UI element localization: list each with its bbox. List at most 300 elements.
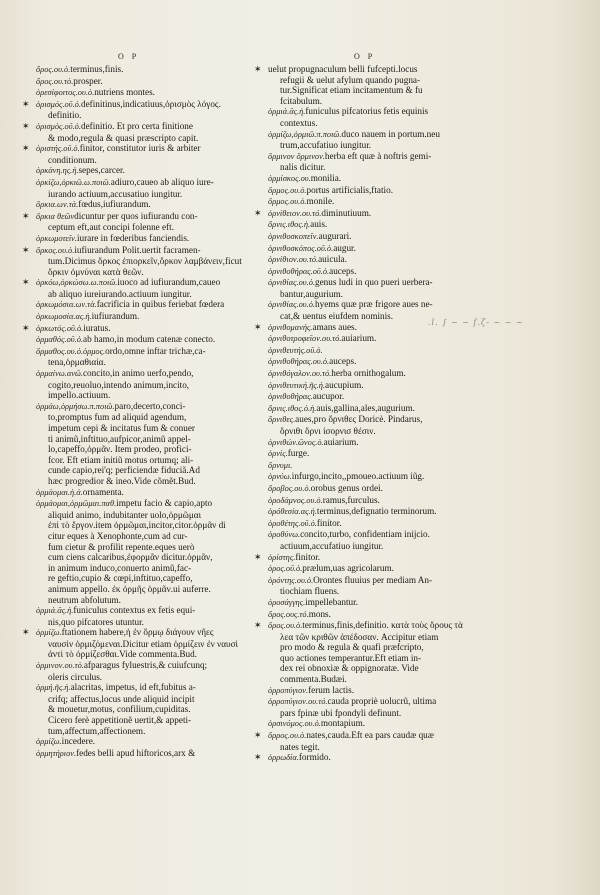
latin-definition: aues,pro ὄρνιθες Doricè. Pindarus,	[295, 414, 423, 425]
latin-definition: amans aues.	[312, 321, 357, 332]
greek-headword: ὅρος.ου.ὁ.	[268, 621, 303, 631]
entry-continuation-line: ἀντὶ τὸ ὁρμίζεσθαι.Vide commenta.Bud.	[48, 649, 197, 660]
entry-first-line	[36, 165, 268, 177]
greek-headword: ὀρνύω.	[268, 472, 292, 482]
asterisk-marker-icon: ✶	[22, 120, 30, 131]
greek-headword: ὀροσάγγης.	[268, 597, 306, 607]
entry-first-line	[36, 334, 268, 346]
entry-first-line	[36, 660, 268, 672]
latin-definition: alacritas, impetus, id eft,fubitus a-	[70, 682, 196, 693]
entry-first-line	[36, 64, 268, 76]
greek-headword: ὄρνις.ιθος.ὁ.ἡ.	[268, 403, 317, 413]
latin-definition: ferum lactis.	[308, 684, 355, 695]
asterisk-marker-icon: ✶	[22, 277, 30, 288]
asterisk-marker-icon: ✶	[22, 322, 30, 333]
entry-continuation-line: cat,& uentus eiufdem nominis.	[280, 311, 394, 322]
greek-headword: ὁριστής.οῦ.ὁ.	[36, 144, 80, 154]
entry-first-line	[268, 563, 498, 575]
greek-headword: ὅρκια θεῶν	[36, 211, 75, 221]
latin-definition: adiuro,caueo ab aliquo iure-	[110, 176, 214, 187]
latin-definition: iuratus.	[83, 322, 111, 333]
latin-definition: auis,gallina,ales,augurium.	[316, 402, 415, 413]
entry-first-line	[268, 208, 498, 220]
entry-continuation-line: tum.Dicimus ὅρκος ἐπιορκεῖν,ὅρκον λαμβάνειν,ficut	[48, 256, 242, 267]
entry-continuation-line: dex rei obnoxiæ & oppignoratæ. Vide	[280, 663, 419, 674]
entry-first-line	[36, 311, 268, 323]
entry-first-line	[268, 219, 498, 231]
entry-first-line	[268, 696, 498, 708]
greek-headword: ὀρνιθομανής.	[268, 322, 313, 332]
latin-definition: aucupor.	[312, 391, 345, 402]
dictionary-entry	[268, 391, 498, 403]
dictionary-entry	[22, 98, 268, 121]
entry-first-line	[268, 368, 498, 380]
entry-first-line	[36, 627, 268, 639]
dictionary-entry	[268, 368, 498, 380]
dictionary-entry	[268, 518, 498, 530]
entry-continuation-line: ὅρκιν ὀμνύναι κατὰ θεῶν.	[48, 266, 144, 277]
entry-continuation-line: neutrum abfolutum.	[48, 594, 121, 605]
latin-definition: nutriens montes.	[94, 87, 155, 98]
dictionary-entry	[268, 106, 498, 128]
latin-definition: herba eft quæ à noftris gemi-	[324, 150, 432, 161]
latin-definition: formido.	[298, 752, 331, 763]
latin-definition: auceps.	[329, 356, 357, 367]
page-header-right: O P	[354, 52, 376, 61]
greek-headword: ὁρμίσκος.ου.	[268, 173, 311, 183]
greek-headword: ὁρκόω,ὁρκώσω.ω.ποιῶ.	[36, 278, 118, 288]
dictionary-entry	[36, 346, 268, 368]
entry-continuation-line: hæc progredior & ineo.Vide cõmẽt.Bud.	[48, 475, 196, 486]
greek-headword: ὅρμαθος.ου.ὁ.ὁρμος.	[36, 346, 106, 356]
dictionary-entry	[268, 609, 498, 621]
greek-headword: ὀρνιθοτροφεῖον.ου.τό.	[268, 334, 342, 344]
greek-headword: ὁρίστης.	[268, 552, 296, 562]
dictionary-entry	[268, 254, 498, 266]
dictionary-entry	[268, 495, 498, 507]
entry-first-line	[36, 199, 268, 211]
greek-headword: ὁρος.οῦ.ὁ.	[268, 564, 303, 574]
entry-continuation-line: refugii & uelut afylum quando pugna-	[280, 74, 421, 85]
entry-first-line	[36, 177, 268, 189]
entry-first-line	[36, 368, 268, 380]
entry-first-line	[36, 299, 268, 311]
entry-first-line	[268, 345, 498, 357]
entry-first-line	[268, 129, 498, 141]
greek-headword: ὁρμιά.ᾶς.ἡ.	[268, 107, 306, 117]
dictionary-entry	[268, 185, 498, 197]
left-column	[22, 64, 268, 759]
entry-continuation-line: aliquid animo, indubitanter uolo,ὁρμῶμαι	[48, 509, 202, 520]
latin-definition: terminus,finis.	[70, 64, 124, 74]
dictionary-entry	[36, 299, 268, 311]
greek-headword: ὁρμίζω.	[36, 737, 62, 747]
entry-first-line	[36, 682, 268, 694]
entry-first-line	[268, 243, 498, 255]
dictionary-entry	[254, 207, 498, 220]
latin-definition: iurare in fœderibus fanciendis.	[76, 232, 190, 243]
entry-continuation-line: cogito,reuoluo,intendo animum,incito,	[48, 379, 190, 390]
entry-continuation-line: to,promptus fum ad aliquid agendum,	[48, 412, 187, 423]
entry-first-line	[268, 609, 498, 621]
greek-headword: ὁρκωμόσια.ων.τὰ.	[36, 300, 97, 310]
latin-definition: terminus,finis,definitio. κατὰ τοὺς ὅρους τὰ	[302, 620, 463, 631]
dictionary-entry	[22, 244, 268, 278]
dictionary-entry	[268, 173, 498, 185]
latin-definition: cauda propriè uolucrũ, ultima	[327, 696, 437, 707]
dictionary-entry	[268, 345, 498, 357]
entry-continuation-line: ab aliquo iureiurando.actiuum iungitur.	[48, 288, 192, 299]
latin-definition: ab hamo,in modum catenæ conecto.	[83, 334, 216, 345]
greek-headword: ὀρόντης.ου.ὁ.	[268, 575, 314, 585]
latin-definition: concito,in animo uerfo,pendo,	[82, 368, 194, 379]
latin-definition: ornamenta.	[82, 486, 124, 497]
greek-headword: ὀρρωδία.	[268, 753, 299, 763]
latin-definition: terminus,defignatio terminorum.	[316, 506, 437, 517]
greek-headword: ὅρκια.ων.τὰ.	[36, 200, 79, 210]
greek-headword: ὀρνιθοσκόπος.οῦ.ὁ.	[268, 243, 334, 253]
greek-headword: ὄρος.ους.τό.	[268, 609, 309, 619]
latin-definition: monile.	[306, 196, 335, 207]
latin-definition: dicuntur per quos iufiurandu con-	[74, 210, 198, 221]
greek-headword: ὀρνιθοθήρας.ου.ὁ.	[268, 357, 330, 367]
dictionary-entry	[36, 76, 268, 88]
dictionary-entry	[22, 210, 268, 233]
dictionary-entry	[36, 199, 268, 211]
latin-definition: incedere.	[61, 736, 96, 747]
entry-first-line	[268, 414, 498, 426]
latin-definition: impetu facio & capio,apto	[116, 498, 213, 509]
entry-continuation-line: re geftio,cupio & cœpi,inftituo,capeffo,	[48, 573, 193, 584]
dictionary-entry	[254, 752, 498, 764]
latin-definition: prosper.	[73, 75, 103, 86]
latin-definition: auiarium.	[341, 333, 377, 344]
entry-continuation-line: quo actiones temperantur.Eft etiam in-	[280, 652, 422, 663]
greek-headword: ὄρρος.ου.ὁ.	[268, 731, 307, 741]
page-header-left: O P	[118, 52, 140, 61]
latin-definition: ftationem habere,ἡ ἐν ὅρμῳ διάγουν νῆες	[61, 627, 214, 638]
entry-first-line	[36, 121, 268, 133]
entry-first-line	[268, 151, 498, 163]
greek-headword: ὁρισμὸς.οῦ.ὁ.	[36, 121, 81, 131]
asterisk-marker-icon: ✶	[254, 551, 262, 562]
dictionary-entry	[268, 437, 498, 449]
greek-headword: ὀρσινόμος.ου.ὁ.	[268, 719, 321, 729]
dictionary-entry	[36, 177, 268, 199]
latin-definition: infurgo,incito,,pmoueo.actiuum iũg.	[291, 471, 425, 482]
entry-first-line	[268, 730, 498, 742]
latin-definition: finitor, constitutor iuris & arbiter	[79, 143, 201, 154]
entry-continuation-line: bantur,augurium.	[280, 288, 343, 299]
entry-continuation-line: tum,affectum,affectionem.	[48, 725, 146, 736]
greek-headword: ὁρκωμοτεῖν.	[36, 233, 77, 243]
dictionary-entry	[36, 165, 268, 177]
asterisk-marker-icon: ✶	[22, 627, 30, 638]
latin-definition: genus ludi in quo pueri uerbera-	[315, 277, 433, 288]
dictionary-entry	[268, 151, 498, 173]
latin-definition: funiculus pifcatorius fetis equinis	[305, 106, 429, 117]
entry-continuation-line: Cicero ferè appetitionẽ uertit,& appeti-	[48, 715, 192, 726]
entry-first-line	[268, 483, 498, 495]
latin-definition: iufiurandum.	[91, 311, 140, 322]
asterisk-marker-icon: ✶	[22, 210, 30, 221]
latin-definition: iuoco ad iufiurandum,caueo	[117, 277, 221, 288]
dictionary-entry	[22, 322, 268, 335]
greek-headword: ὀρροπύγιον.ου.τό.	[268, 697, 328, 707]
entry-continuation-line: ti animũ,inftituo,aufpicor,animũ appel-	[48, 433, 191, 444]
entry-first-line	[268, 460, 498, 472]
latin-definition: mons.	[308, 608, 331, 619]
greek-headword: ὁρμινον.ου.τὸ.	[36, 661, 84, 671]
entry-continuation-line: cum ciens calcaribus,ἐφορμᾶν dicitur.ὁρμᾶν,	[48, 552, 213, 563]
entry-first-line	[268, 495, 498, 507]
dictionary-entry	[268, 483, 498, 495]
entry-first-line	[36, 99, 268, 111]
entry-first-line	[268, 185, 498, 197]
latin-definition: augur.	[333, 242, 356, 253]
dictionary-entry	[268, 380, 498, 392]
entry-first-line	[268, 437, 498, 449]
latin-definition: auis.	[310, 219, 328, 230]
greek-headword: ὁρμή.ῆς.ἡ.	[36, 683, 71, 693]
entry-first-line	[268, 173, 498, 185]
right-column	[254, 64, 498, 764]
entry-first-line	[268, 620, 498, 632]
greek-headword: ὅρμος.ου.ὁ.	[268, 185, 307, 195]
entry-first-line	[36, 736, 268, 748]
asterisk-marker-icon: ✶	[254, 207, 262, 218]
greek-headword: ὀρνιθοθήρας.	[268, 392, 313, 402]
entry-continuation-line: & modo,regula & quasi præscripto capit.	[48, 132, 199, 143]
entry-first-line	[36, 605, 268, 617]
dictionary-entry	[268, 448, 498, 460]
dictionary-entry	[36, 660, 268, 682]
dictionary-entry	[254, 551, 498, 564]
greek-headword: ὀρνιθευτής.οῦ.ὁ.	[268, 345, 323, 355]
dictionary-entry	[36, 233, 268, 245]
entry-first-line	[268, 380, 498, 392]
dictionary-entry	[36, 736, 268, 748]
entry-first-line	[36, 498, 268, 510]
greek-headword: ὁρμίζω.	[36, 628, 62, 638]
entry-continuation-line: ὄρνιθι ὄρνι ἰσορνισ θέσιν.	[280, 426, 376, 436]
latin-definition: iufiurandum Polit.uertit facramen-	[74, 244, 201, 255]
entry-first-line	[268, 448, 498, 460]
dictionary-entry	[268, 685, 498, 697]
asterisk-marker-icon: ✶	[22, 244, 30, 255]
entry-continuation-line: ναυσὶν ὁρμιζόμεναι.Dicitur etiam ὁρμίζειν ἐν ναυσὶ	[48, 638, 238, 649]
greek-headword: ὀρνιθών.ῶνος.ὁ.	[268, 437, 324, 447]
greek-headword: ὀρεσίφοιτος.ου.ὁ.	[36, 88, 95, 98]
entry-continuation-line: tur.Significat etiam incitamentum & fu	[280, 85, 423, 96]
dictionary-entry	[36, 487, 268, 499]
entry-first-line	[268, 506, 498, 518]
entry-continuation-line: fcor. Eft etiam initiũ motus ortumq; ali-	[48, 454, 194, 465]
entry-continuation-line: nis,quo pifcatores utuntur.	[48, 616, 144, 627]
latin-definition: hyems quæ præ frigore aues ne-	[315, 299, 433, 310]
greek-headword: ὄρνυμι.	[268, 460, 293, 470]
entry-continuation-line: ἐπὶ τὸ ἔργον.item ὁρμῶμαι,incitor,citor.ὁρμᾶν di	[48, 520, 226, 531]
dictionary-entry	[268, 219, 498, 231]
dictionary-entry	[268, 129, 498, 151]
entry-first-line	[36, 87, 268, 99]
greek-headword: ὀρνίθειον.ου.τό.	[268, 208, 322, 218]
entry-continuation-line: cunde capio,rei'q; perficiendæ fiduciã.Ad	[48, 465, 200, 476]
entry-first-line	[268, 231, 498, 243]
dictionary-entry	[268, 196, 498, 208]
entry-first-line	[36, 277, 268, 289]
greek-headword: ὄρνις.ιθος.ἡ.	[268, 220, 311, 230]
latin-definition: finitor.	[316, 517, 342, 528]
greek-headword: ὀροθύνω.	[268, 530, 301, 540]
greek-headword: ὁρόθεσία.ας.ἡ.	[268, 507, 317, 517]
latin-definition: finitor.	[295, 551, 321, 562]
latin-definition: monilia.	[310, 172, 342, 183]
entry-continuation-line: tiochiam fluens.	[280, 586, 340, 597]
greek-headword: ὁρμητήριον.	[36, 748, 77, 758]
asterisk-marker-icon: ✶	[254, 752, 262, 763]
latin-definition: orobus genus ordei.	[310, 482, 383, 493]
dictionary-entry	[36, 605, 268, 627]
greek-headword: ὀρροπύγιον.	[268, 685, 309, 695]
entry-first-line	[36, 76, 268, 88]
latin-definition: afparagus fyluestris,& cuiufcunq;	[83, 660, 208, 671]
greek-headword: ὁρμαθός.οῦ.ὁ.	[36, 335, 84, 345]
entry-first-line	[268, 752, 498, 764]
dictionary-entry	[36, 334, 268, 346]
greek-headword: ὁρισμός.οῦ.ὁ.	[36, 99, 81, 109]
greek-headword: ὁρμαίνω.ανῶ.	[36, 369, 83, 379]
dictionary-entry	[254, 730, 498, 752]
greek-headword: ὁρμάομαι.ἡ.ἀ.	[36, 487, 83, 497]
dictionary-entry	[22, 120, 268, 143]
latin-definition: sepes,carcer.	[78, 165, 125, 176]
dictionary-entry	[36, 498, 268, 605]
entry-continuation-line: pro modo & regula & quafi præfcripto,	[280, 642, 424, 653]
dictionary-entry	[268, 277, 498, 299]
entry-first-line	[36, 401, 268, 413]
latin-definition: auicula.	[318, 254, 347, 265]
latin-definition: furge.	[287, 448, 310, 459]
entry-continuation-line: tena,ὁρμαθιαία.	[48, 357, 106, 368]
dictionary-entry	[36, 311, 268, 323]
latin-definition: augurari.	[318, 230, 352, 241]
dictionary-entry	[22, 143, 268, 165]
entry-first-line	[268, 391, 498, 403]
greek-headword: ὁρμάομαι,ὁρμῶμαι.παθ.	[36, 499, 117, 509]
entry-first-line	[268, 106, 498, 118]
latin-definition: diminutiuum.	[321, 207, 372, 218]
entry-continuation-line: oleris circulus.	[48, 671, 103, 682]
latin-definition: herba ornithogalum.	[331, 368, 406, 379]
latin-definition: uelut propugnaculum belli fufcepti.locus	[268, 64, 418, 74]
entry-continuation-line: ceptum eft,aut concipi folenne eft.	[48, 222, 175, 233]
latin-definition: auceps.	[329, 265, 357, 276]
entry-continuation-line: fum cietur & profilit repente.eques uerò	[48, 541, 195, 552]
dictionary-entry	[254, 620, 498, 685]
dictionary-entry	[36, 368, 268, 401]
handwritten-annotation: .l. ∫ ~ ~ ſ.ζ- ~ ~ ~	[428, 318, 524, 327]
entry-continuation-line: trum,accufatiuo iungitur.	[280, 140, 372, 151]
greek-headword: ὄρνιθες.	[268, 415, 296, 425]
asterisk-marker-icon: ✶	[254, 620, 262, 631]
entry-first-line	[36, 346, 268, 358]
greek-headword: ὁρμάω,ὁρμήσω.π.ποιῶ.	[36, 401, 115, 411]
asterisk-marker-icon: ✶	[22, 143, 30, 154]
dictionary-entry	[268, 696, 498, 718]
greek-headword: ὁρκάνη.ης.ἡ.	[36, 166, 79, 176]
greek-headword: ὀρνιθίας.ου.ὁ.	[268, 278, 315, 288]
entry-first-line	[268, 552, 498, 564]
entry-continuation-line: & mouetur,motus, confilium,cupiditas.	[48, 704, 191, 715]
entry-first-line	[268, 299, 498, 311]
entry-continuation-line: pars fpinæ ubi fpondyli definunt.	[280, 707, 402, 718]
latin-definition: montapium.	[320, 718, 366, 729]
entry-first-line	[268, 403, 498, 415]
entry-first-line	[268, 471, 498, 483]
entry-continuation-line: impetum cepi & incitatus fum & conuer	[48, 423, 195, 433]
greek-headword: ὄροβος.ου.ὁ.	[268, 483, 311, 493]
entry-continuation-line: commenta.Budæi.	[280, 674, 347, 685]
asterisk-marker-icon: ✶	[254, 64, 262, 74]
dictionary-entry	[268, 597, 498, 609]
dictionary-entry	[268, 460, 498, 472]
entry-first-line	[268, 718, 498, 730]
latin-definition: paro,decerto,conci-	[114, 400, 186, 411]
entry-first-line	[268, 575, 498, 587]
entry-first-line	[36, 748, 268, 760]
entry-first-line	[36, 143, 268, 155]
latin-definition: aucupium.	[325, 379, 364, 390]
latin-definition: ramus,furculus.	[322, 494, 380, 505]
latin-definition: fœdus,iufiurandum.	[78, 199, 151, 210]
entry-first-line	[36, 233, 268, 245]
latin-definition: prælum,uas agricolarum.	[302, 563, 394, 574]
latin-definition: ordo,omne inftar trichæ,ca-	[105, 345, 206, 356]
greek-headword: ὁρκωτός.οῦ.ὁ.	[36, 323, 84, 333]
dictionary-entry	[268, 243, 498, 255]
greek-headword: ὁρμίζω,ὁρμιῶ.π.ποιῶ.	[268, 129, 342, 139]
latin-definition: definitinus,indicatiuus,ὁρισμὸς λόγος.	[80, 98, 221, 109]
dictionary-entry	[268, 529, 498, 551]
dictionary-entry	[268, 403, 498, 415]
entry-first-line	[268, 277, 498, 289]
greek-headword: ὁρκίζω,ὁρκιῶ.ω.ποιῶ.	[36, 177, 111, 187]
entry-continuation-line: contextus.	[280, 117, 318, 128]
entry-continuation-line: nates tegit.	[280, 741, 320, 752]
dictionary-entry	[268, 718, 498, 730]
entry-continuation-line: impello.actiuum.	[48, 390, 111, 401]
entry-first-line	[36, 323, 268, 335]
dictionary-entry	[22, 277, 268, 299]
asterisk-marker-icon: ✶	[22, 98, 30, 109]
dictionary-entry	[268, 414, 498, 436]
entry-continuation-line: in animum induco,conuerto animũ,fac-	[48, 562, 192, 573]
dictionary-entry	[268, 506, 498, 518]
latin-definition: duco nauem in portum.neu	[341, 128, 440, 139]
greek-headword: ὅρκος.ου.ὁ.	[36, 245, 75, 255]
entry-continuation-line: definitio.	[48, 110, 82, 121]
entry-first-line	[268, 333, 498, 345]
asterisk-marker-icon: ✶	[254, 321, 262, 332]
dictionary-entry	[268, 356, 498, 368]
greek-headword: ὀρνιθοθήρας.οῦ.ὁ.	[268, 266, 330, 276]
dictionary-entry	[36, 64, 268, 76]
dictionary-entry	[268, 575, 498, 597]
latin-definition: concito,turbo, confidentiam inijcio.	[300, 529, 430, 540]
entry-continuation-line: actiuum,accufatiuo iungitur.	[280, 540, 384, 551]
latin-definition: portus artificialis,ftatio.	[306, 184, 393, 195]
